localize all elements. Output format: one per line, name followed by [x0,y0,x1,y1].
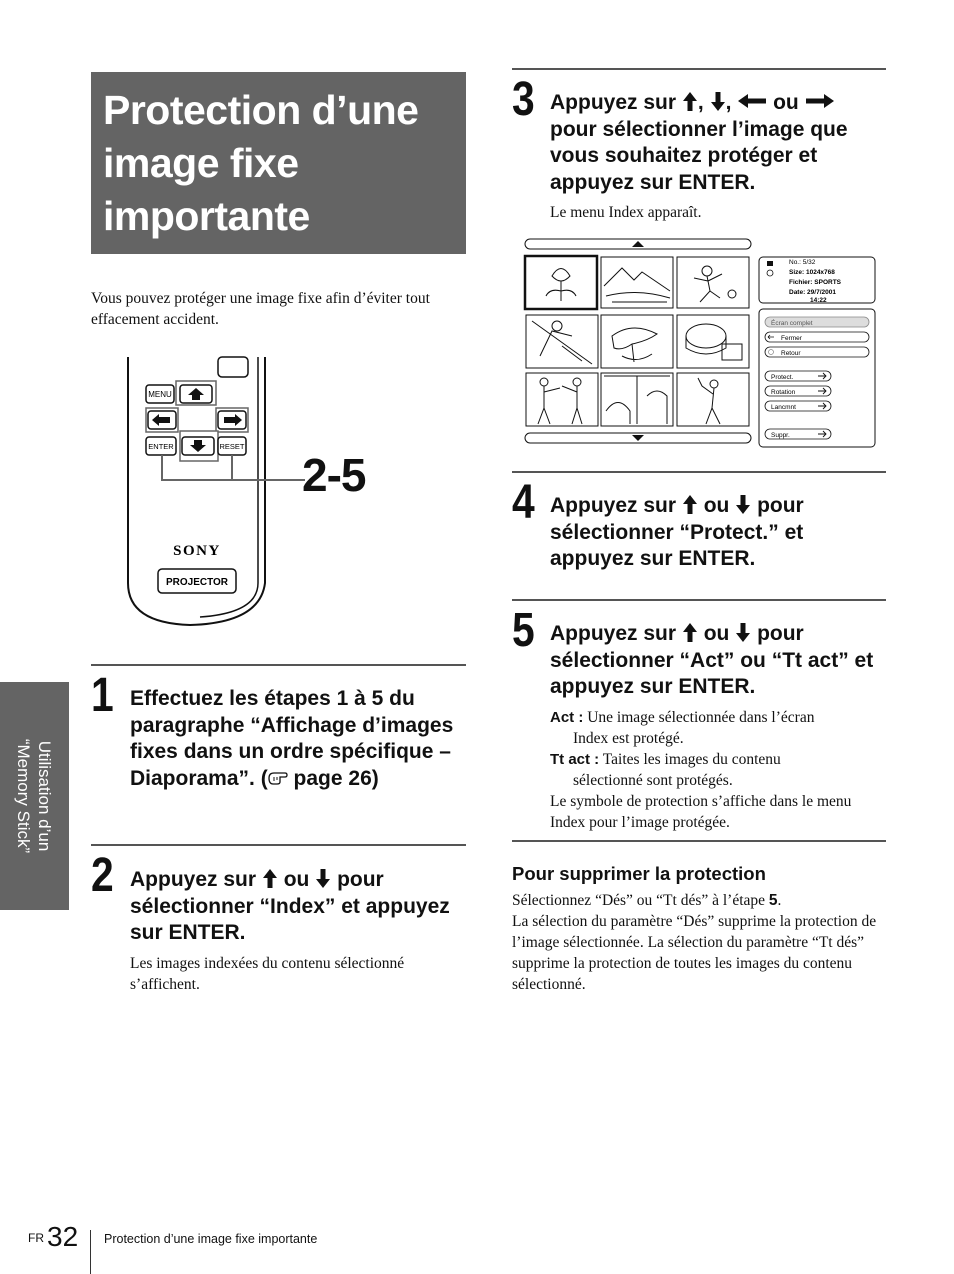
thumbnail [601,257,673,308]
step-1 [91,669,466,792]
arrow-down-icon [735,622,751,643]
svg-text:Protect.: Protect. [771,374,794,381]
step-5-rule [512,599,886,601]
svg-text:Écran complet: Écran complet [771,320,813,327]
arrow-left-icon [737,93,767,109]
menu-button-label: MENU [148,390,172,399]
index-menu-illustration [522,236,882,448]
act-label: Act : [550,708,584,726]
arrow-up-icon [682,494,698,515]
step-3-heading: Appuyez sur , , ou pour sélectionner l’image que vous souhaitez protéger et appuyez sur ENTER. [550,91,848,194]
svg-text:Retour: Retour [781,350,801,357]
step-2-body: Les images indexées du contenu sélectionné s’affichent. [130,954,405,993]
page-title [103,84,454,243]
footer-language: FR [28,1231,44,1245]
step-1-heading: Effectuez les étapes 1 à 5 du paragraphe “Affichage d’images fixes dans un ordre spécifique – Diaporama”. ( page 26) [130,687,454,790]
step-3-rule [512,68,886,70]
step-3 [512,73,886,223]
protection-note: Le symbole de protection s’affiche dans le menu Index pour l’image protégée. [550,792,852,831]
top-button [218,357,248,377]
info-date: Date: 29/7/2001 [789,289,836,296]
step-4-rule [512,471,886,473]
step-5-number: 5 [512,604,535,657]
step-2-number: 2 [91,849,114,902]
pointing-hand-icon [268,770,288,786]
step-3-body: Le menu Index apparaît. [550,204,702,221]
step-1-rule [91,664,466,666]
reset-button-label: RESET [219,442,245,451]
info-number: No.: 5/32 [789,259,816,266]
thumbnail [677,257,749,308]
thumbnail [526,373,598,426]
step-2-rule [91,844,466,846]
step-1-number: 1 [91,669,114,722]
step-2-heading: Appuyez sur ou pour sélectionner “Index” et appuyez sur ENTER. [130,868,450,944]
info-size: Size: 1024x768 [789,269,835,276]
tt-act-label: Tt act : [550,750,600,768]
svg-text:Lancmnt: Lancmnt [771,404,796,411]
svg-text:Rotation: Rotation [771,389,796,396]
step-5 [512,604,886,833]
side-tab-label: Utilisation d’un “Memory Stick” [14,738,54,854]
projector-button-label: PROJECTOR [165,577,229,588]
step-5-body: Act : Une image sélectionnée dans l’écran Index est protégé. Tt act : Taites les images du contenu sélectionné sont protégés. Le symbole de protection s’affiche dans le menu Index pour l’image protégée. [512,707,886,833]
info-file: Fichier: SPORTS [789,279,842,286]
callout-label: 2-5 [302,449,366,501]
arrow-down-icon [735,494,751,515]
footer-title: Protection d’une image fixe importante [104,1232,318,1246]
lock-icon [767,261,773,266]
step-3-number: 3 [512,73,535,126]
arrow-down-icon [710,91,726,112]
svg-text:Fermer: Fermer [781,335,802,342]
subsection-text: Sélectionnez “Dés” ou “Tt dés” à l’étape 5. La sélection du paramètre “Dés” supprime la protection de l’image sélectionnée. La sélection du paramètre “Tt dés” supprime la protection de toutes les images du contenu sélectionné. [512,892,877,993]
step-5-heading: Appuyez sur ou pour sélectionner “Act” ou “Tt act” et appuyez sur ENTER. [550,622,874,698]
arrow-right-icon [805,93,835,109]
arrow-up-icon [262,868,278,889]
subsection-title: Pour supprimer la protection [512,863,766,884]
title-line-1: Protection d’une [103,87,419,133]
subsection-rule [512,840,886,842]
title-line-3: importante [103,193,310,239]
index-menu-drawing [522,236,882,448]
info-time: 14:22 [810,297,827,304]
arrow-up-icon [682,622,698,643]
intro-text: Vous pouvez protéger une image fixe afin d’éviter tout effacement accident. [91,290,430,328]
step-4-number: 4 [512,476,535,529]
enter-button-label: ENTER [148,442,174,451]
svg-text:Suppr.: Suppr. [771,432,790,439]
arrow-up-icon [682,91,698,112]
step-4-heading: Appuyez sur ou pour sélectionner “Protect.” et appuyez sur ENTER. [550,494,804,570]
page-number: 32 [47,1221,79,1252]
title-box [91,72,466,254]
step-4 [512,476,886,573]
thumbnail [601,315,673,368]
sony-logo: SONY [173,543,221,559]
title-line-2: image fixe [103,140,299,186]
step-2 [91,849,466,995]
arrow-down-icon [315,868,331,889]
footer-divider [90,1230,91,1274]
